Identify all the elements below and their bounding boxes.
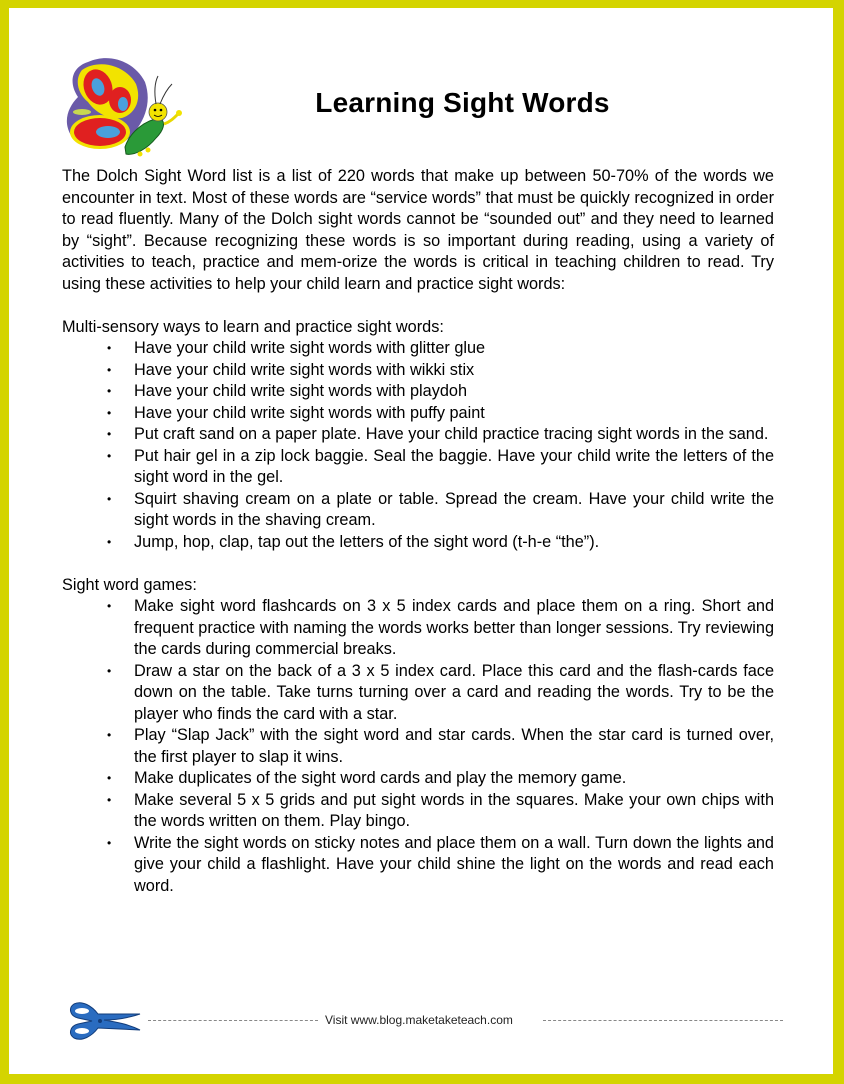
activity-list xyxy=(62,338,774,553)
cut-line xyxy=(148,1020,318,1021)
bullet-icon: • xyxy=(107,792,112,807)
list-item xyxy=(107,790,774,833)
list-item xyxy=(107,489,774,532)
bullet-icon: • xyxy=(107,405,112,420)
section-games xyxy=(62,575,774,898)
list-item-text: Write the sight words on sticky notes and place them on a wall. Turn down the lights and give your child a flashlight. Have your child shine the light on the words and read each word. xyxy=(134,833,774,895)
games-list xyxy=(62,596,774,897)
list-item-text: Have your child write sight words with glitter glue xyxy=(134,339,486,357)
content xyxy=(62,166,774,897)
list-item-text: Put hair gel in a zip lock baggie. Seal the baggie. Have your child write the letters of the sight word in the gel. xyxy=(134,446,774,486)
list-item-text: Squirt shaving cream on a plate or table. Spread the cream. Have your child write the sight words in the shaving cream. xyxy=(134,489,774,529)
page-title: Learning Sight Words xyxy=(315,87,610,118)
list-item xyxy=(107,768,774,790)
list-item-text: Put craft sand on a paper plate. Have your child practice tracing sight words in the sand. xyxy=(134,425,769,443)
list-item-text: Draw a star on the back of a 3 x 5 index card. Place this card and the flash-cards face down on the table. Take turns turning over a card and reading the words. Try to be the player who finds the card with a star. xyxy=(134,661,774,723)
bullet-icon: • xyxy=(107,427,112,441)
bullet-icon: • xyxy=(107,448,112,463)
list-item xyxy=(107,338,774,360)
list-item xyxy=(107,833,774,898)
bullet-icon: • xyxy=(107,599,112,613)
scissors-icon xyxy=(68,1000,143,1042)
list-item-text: Make sight word flashcards on 3 x 5 index cards and place them on a ring. Short and frequent practice with naming the words works better than longer sessions. Try reviewing the cards during commercial breaks. xyxy=(134,597,774,658)
bullet-icon: • xyxy=(107,835,112,850)
bullet-icon: • xyxy=(107,771,112,785)
list-item xyxy=(107,661,774,726)
list-item xyxy=(107,381,774,403)
bullet-icon: • xyxy=(107,341,112,355)
section-heading: Multi-sensory ways to learn and practice sight words: xyxy=(62,317,444,336)
list-item-text: Have your child write sight words with playdoh xyxy=(134,382,468,400)
list-item-text: Make several 5 x 5 grids and put sight words in the squares. Make your own chips with the words written on them. Play bingo. xyxy=(134,790,774,830)
bullet-icon: • xyxy=(107,663,112,678)
bullet-icon: • xyxy=(107,728,112,742)
list-item xyxy=(107,446,774,489)
list-item xyxy=(107,596,774,661)
list-item xyxy=(107,360,774,382)
section-heading: Sight word games: xyxy=(62,575,197,594)
list-item xyxy=(107,725,774,768)
list-item-text: Have your child write sight words with puffy paint xyxy=(134,403,485,422)
bullet-icon: • xyxy=(107,362,112,377)
section-multisensory xyxy=(62,317,774,554)
cut-line xyxy=(543,1020,783,1021)
intro-paragraph: The Dolch Sight Word list is a list of 220 words that make up between 50-70% of the words we encounter in text. Most of these words are “service words” that must be quickly recognized in order to read fluently. Many of the Dolch sight words cannot be “sounded out” and they need to learned by “sight”. Because recognizing these words is so important during reading, using a variety of activities to teach, practice and mem-orize the words is critical in teaching children to read. Try using these activities to help your child learn and practice sight words: xyxy=(62,167,774,293)
list-item-text: Make duplicates of the sight word cards and play the memory game. xyxy=(134,769,627,787)
list-item xyxy=(107,532,774,554)
bullet-icon: • xyxy=(107,384,112,398)
list-item xyxy=(107,403,774,425)
footer-website: Visit www.blog.maketaketeach.com xyxy=(325,1013,513,1027)
list-item xyxy=(107,424,774,446)
bullet-icon: • xyxy=(107,534,112,549)
list-item-text: Jump, hop, clap, tap out the letters of the sight word (t-h-e “the”). xyxy=(134,532,600,551)
list-item-text: Have your child write sight words with wikki stix xyxy=(134,360,475,379)
list-item-text: Play “Slap Jack” with the sight word and star cards. When the star card is turned over, the first player to slap it wins. xyxy=(134,726,774,766)
butterfly-icon xyxy=(60,52,190,162)
bullet-icon: • xyxy=(107,491,112,506)
